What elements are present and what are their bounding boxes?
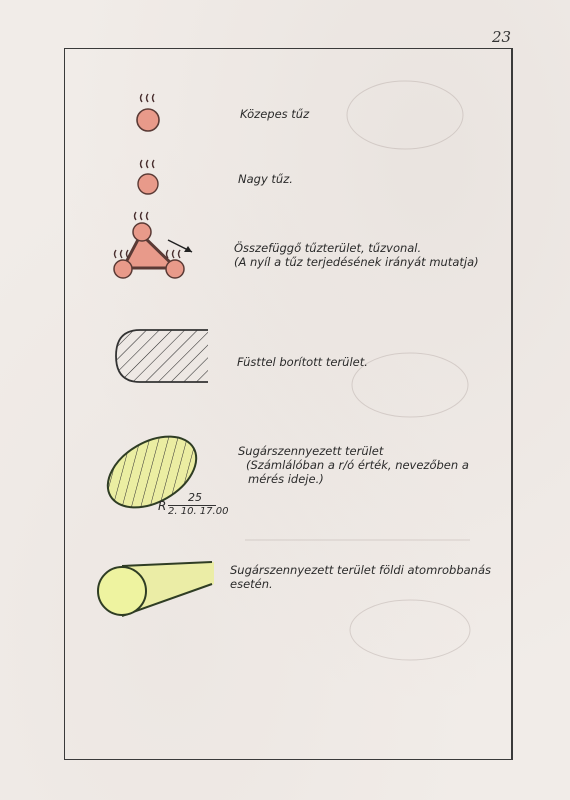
page-number: 23 [492,28,512,46]
connected-fire-label: Összefüggő tűzterület, tűzvonal. (A nyíl a tűz terjedésének irányát mutatja) [234,241,479,269]
radiation-area-label: Sugárszennyezett terület (Számlálóban a r/ó érték, nevezőben a mérés ideje.) [238,444,469,486]
fraction-numerator: 25 [188,491,202,504]
smoke-area-icon [112,326,212,388]
ground-burst-label: Sugárszennyezett terület földi atomrobbanás esetén. [230,563,492,591]
connected-fire-icon [106,206,202,284]
medium-fire-label: Közepes tűz [240,107,310,121]
fraction-denominator: 2. 10. 17.00 [168,506,229,517]
ground-burst-icon [94,556,224,626]
large-fire-label: Nagy tűz. [238,172,293,186]
medium-fire-icon [128,92,168,140]
smoke-area-label: Füsttel borított terület. [237,355,368,369]
large-fire-icon [128,158,168,206]
fraction-prefix: R [158,499,167,513]
